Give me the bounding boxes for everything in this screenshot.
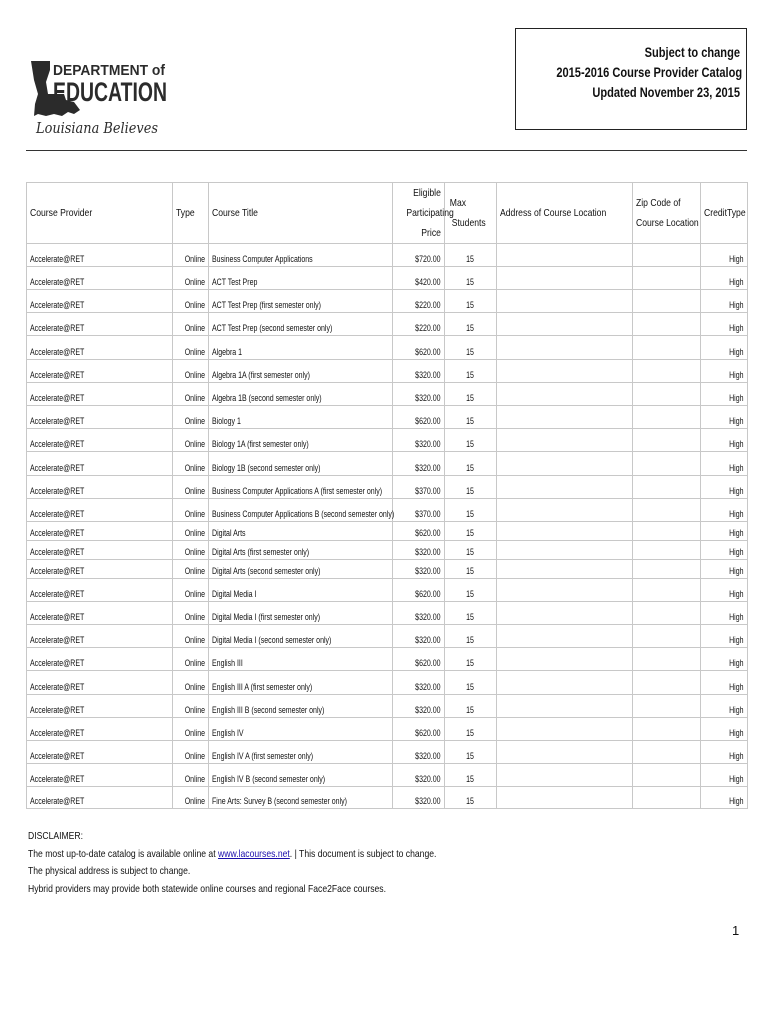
table-row xyxy=(27,452,748,476)
cell-max-students: 15 xyxy=(445,602,497,625)
cell-provider: Accelerate@RET xyxy=(27,741,173,764)
cell-max-students: 15 xyxy=(445,429,497,452)
table-row xyxy=(27,406,748,429)
table-row xyxy=(27,718,748,741)
cell-zip xyxy=(633,648,701,671)
cell-type: Online xyxy=(173,383,209,406)
cell-course-title: Algebra 1B (second semester only) xyxy=(209,383,393,406)
cell-course-title: Business Computer Applications B (second semester only) xyxy=(209,499,393,522)
cell-zip xyxy=(633,429,701,452)
disclaimer-line-3: Hybrid providers may provide both statewide online courses and regional Face2Face courses. xyxy=(28,882,386,895)
cell-provider: Accelerate@RET xyxy=(27,383,173,406)
cell-address xyxy=(497,695,633,718)
cell-max-students: 15 xyxy=(445,522,497,541)
cell-credit-type: High xyxy=(701,764,748,787)
cell-provider: Accelerate@RET xyxy=(27,541,173,560)
cell-address xyxy=(497,718,633,741)
cell-type: Online xyxy=(173,560,209,579)
cell-address xyxy=(497,360,633,383)
cell-max-students: 15 xyxy=(445,476,497,499)
cell-max-students: 15 xyxy=(445,383,497,406)
cell-address xyxy=(497,602,633,625)
table-row xyxy=(27,741,748,764)
cell-address xyxy=(497,336,633,360)
header-credit-type: CreditType xyxy=(701,183,748,244)
cell-price: $320.00 xyxy=(393,560,445,579)
cell-price: $620.00 xyxy=(393,718,445,741)
cell-price: $320.00 xyxy=(393,695,445,718)
notice-catalog-title: 2015-2016 Course Provider Catalog xyxy=(556,65,743,80)
cell-max-students: 15 xyxy=(445,452,497,476)
cell-course-title: English IV A (first semester only) xyxy=(209,741,393,764)
cell-address xyxy=(497,406,633,429)
table-row xyxy=(27,560,748,579)
cell-price: $320.00 xyxy=(393,360,445,383)
cell-provider: Accelerate@RET xyxy=(27,336,173,360)
disclaimer-line-2: The physical address is subject to change. xyxy=(28,865,191,877)
cell-course-title: English IV B (second semester only) xyxy=(209,764,393,787)
cell-provider: Accelerate@RET xyxy=(27,648,173,671)
cell-credit-type: High xyxy=(701,648,748,671)
cell-course-title: Biology 1 xyxy=(209,406,393,429)
table-header-row xyxy=(27,183,748,244)
cell-course-title: Digital Arts (second semester only) xyxy=(209,560,393,579)
cell-type: Online xyxy=(173,671,209,695)
cell-credit-type: High xyxy=(701,718,748,741)
cell-type: Online xyxy=(173,718,209,741)
cell-address xyxy=(497,244,633,267)
cell-max-students: 15 xyxy=(445,499,497,522)
cell-price: $320.00 xyxy=(393,383,445,406)
cell-provider: Accelerate@RET xyxy=(27,476,173,499)
cell-zip xyxy=(633,244,701,267)
cell-provider: Accelerate@RET xyxy=(27,360,173,383)
cell-price: $320.00 xyxy=(393,602,445,625)
cell-zip xyxy=(633,336,701,360)
cell-type: Online xyxy=(173,541,209,560)
cell-credit-type: High xyxy=(701,476,748,499)
cell-credit-type: High xyxy=(701,671,748,695)
cell-course-title: ACT Test Prep (first semester only) xyxy=(209,290,393,313)
cell-price: $320.00 xyxy=(393,787,445,809)
cell-type: Online xyxy=(173,522,209,541)
cell-price: $320.00 xyxy=(393,671,445,695)
cell-max-students: 15 xyxy=(445,695,497,718)
cell-address xyxy=(497,560,633,579)
cell-price: $620.00 xyxy=(393,336,445,360)
cell-price: $420.00 xyxy=(393,267,445,290)
cell-credit-type: High xyxy=(701,383,748,406)
cell-price: $320.00 xyxy=(393,625,445,648)
cell-price: $220.00 xyxy=(393,290,445,313)
cell-address xyxy=(497,267,633,290)
cell-zip xyxy=(633,695,701,718)
cell-course-title: Fine Arts: Survey B (second semester only) xyxy=(209,787,393,809)
cell-provider: Accelerate@RET xyxy=(27,522,173,541)
cell-provider: Accelerate@RET xyxy=(27,499,173,522)
cell-max-students: 15 xyxy=(445,718,497,741)
table-row xyxy=(27,476,748,499)
cell-max-students: 15 xyxy=(445,764,497,787)
header-divider xyxy=(26,150,747,151)
header-zip-code: Zip Code of Course Location xyxy=(633,183,701,244)
cell-max-students: 15 xyxy=(445,290,497,313)
cell-course-title: English III B (second semester only) xyxy=(209,695,393,718)
cell-price: $370.00 xyxy=(393,499,445,522)
cell-provider: Accelerate@RET xyxy=(27,290,173,313)
cell-credit-type: High xyxy=(701,360,748,383)
cell-provider: Accelerate@RET xyxy=(27,787,173,809)
cell-price: $620.00 xyxy=(393,579,445,602)
table-row xyxy=(27,267,748,290)
cell-type: Online xyxy=(173,476,209,499)
cell-address xyxy=(497,429,633,452)
cell-zip xyxy=(633,267,701,290)
course-catalog-table xyxy=(26,182,748,809)
cell-type: Online xyxy=(173,452,209,476)
notice-updated-date: Updated November 23, 2015 xyxy=(592,85,740,100)
cell-price: $320.00 xyxy=(393,452,445,476)
cell-max-students: 15 xyxy=(445,336,497,360)
cell-zip xyxy=(633,360,701,383)
table-row xyxy=(27,336,748,360)
disclaimer-line-1-post: . | This document is subject to change. xyxy=(289,847,437,860)
cell-course-title: Algebra 1 xyxy=(209,336,393,360)
cell-price: $320.00 xyxy=(393,541,445,560)
cell-course-title: Business Computer Applications xyxy=(209,244,393,267)
cell-zip xyxy=(633,406,701,429)
cell-zip xyxy=(633,522,701,541)
cell-provider: Accelerate@RET xyxy=(27,764,173,787)
table-row xyxy=(27,429,748,452)
cell-provider: Accelerate@RET xyxy=(27,671,173,695)
lacourses-link[interactable]: www.lacourses.net xyxy=(218,847,290,860)
cell-price: $620.00 xyxy=(393,648,445,671)
cell-credit-type: High xyxy=(701,244,748,267)
cell-provider: Accelerate@RET xyxy=(27,602,173,625)
cell-price: $320.00 xyxy=(393,764,445,787)
cell-provider: Accelerate@RET xyxy=(27,429,173,452)
cell-provider: Accelerate@RET xyxy=(27,625,173,648)
cell-type: Online xyxy=(173,764,209,787)
cell-address xyxy=(497,764,633,787)
table-row xyxy=(27,244,748,267)
header-address: Address of Course Location xyxy=(497,183,633,244)
cell-credit-type: High xyxy=(701,499,748,522)
cell-type: Online xyxy=(173,244,209,267)
cell-zip xyxy=(633,625,701,648)
cell-zip xyxy=(633,764,701,787)
cell-course-title: Algebra 1A (first semester only) xyxy=(209,360,393,383)
cell-address xyxy=(497,383,633,406)
cell-credit-type: High xyxy=(701,406,748,429)
cell-credit-type: High xyxy=(701,695,748,718)
cell-provider: Accelerate@RET xyxy=(27,695,173,718)
cell-address xyxy=(497,476,633,499)
header-max-students: Max Students xyxy=(445,183,497,244)
header-course-provider: Course Provider xyxy=(27,183,173,244)
header-course-title: Course Title xyxy=(209,183,393,244)
cell-provider: Accelerate@RET xyxy=(27,560,173,579)
table-row xyxy=(27,499,748,522)
cell-credit-type: High xyxy=(701,579,748,602)
cell-zip xyxy=(633,476,701,499)
cell-type: Online xyxy=(173,741,209,764)
cell-provider: Accelerate@RET xyxy=(27,718,173,741)
cell-type: Online xyxy=(173,625,209,648)
louisiana-department-of-education-logo xyxy=(28,56,173,142)
cell-address xyxy=(497,313,633,336)
logo-line2: EDUCATION xyxy=(53,77,167,107)
cell-credit-type: High xyxy=(701,313,748,336)
table-row xyxy=(27,648,748,671)
cell-course-title: ACT Test Prep (second semester only) xyxy=(209,313,393,336)
cell-price: $620.00 xyxy=(393,406,445,429)
table-row xyxy=(27,579,748,602)
table-row xyxy=(27,313,748,336)
table-row xyxy=(27,602,748,625)
cell-max-students: 15 xyxy=(445,360,497,383)
cell-zip xyxy=(633,602,701,625)
table-row xyxy=(27,522,748,541)
cell-credit-type: High xyxy=(701,602,748,625)
cell-type: Online xyxy=(173,499,209,522)
cell-provider: Accelerate@RET xyxy=(27,452,173,476)
cell-price: $720.00 xyxy=(393,244,445,267)
notice-subject-to-change: Subject to change xyxy=(644,45,740,60)
cell-provider: Accelerate@RET xyxy=(27,406,173,429)
cell-credit-type: High xyxy=(701,741,748,764)
cell-max-students: 15 xyxy=(445,267,497,290)
cell-address xyxy=(497,579,633,602)
catalog-notice-box xyxy=(515,28,747,130)
table-row xyxy=(27,383,748,406)
cell-credit-type: High xyxy=(701,267,748,290)
cell-course-title: English IV xyxy=(209,718,393,741)
cell-max-students: 15 xyxy=(445,541,497,560)
cell-max-students: 15 xyxy=(445,625,497,648)
cell-address xyxy=(497,741,633,764)
table-row xyxy=(27,787,748,809)
cell-type: Online xyxy=(173,267,209,290)
cell-max-students: 15 xyxy=(445,406,497,429)
logo-tagline: Louisiana Believes xyxy=(35,119,159,137)
cell-course-title: Digital Media I (first semester only) xyxy=(209,602,393,625)
cell-credit-type: High xyxy=(701,429,748,452)
cell-credit-type: High xyxy=(701,560,748,579)
cell-course-title: ACT Test Prep xyxy=(209,267,393,290)
cell-address xyxy=(497,522,633,541)
cell-provider: Accelerate@RET xyxy=(27,244,173,267)
cell-address xyxy=(497,541,633,560)
cell-provider: Accelerate@RET xyxy=(27,267,173,290)
cell-type: Online xyxy=(173,602,209,625)
disclaimer-line-1 xyxy=(28,846,520,864)
cell-type: Online xyxy=(173,313,209,336)
cell-type: Online xyxy=(173,648,209,671)
header-type: Type xyxy=(173,183,209,244)
cell-type: Online xyxy=(173,336,209,360)
cell-zip xyxy=(633,313,701,336)
cell-max-students: 15 xyxy=(445,671,497,695)
cell-price: $370.00 xyxy=(393,476,445,499)
cell-max-students: 15 xyxy=(445,313,497,336)
cell-credit-type: High xyxy=(701,452,748,476)
cell-address xyxy=(497,787,633,809)
cell-price: $220.00 xyxy=(393,313,445,336)
cell-type: Online xyxy=(173,290,209,313)
table-row xyxy=(27,695,748,718)
cell-credit-type: High xyxy=(701,625,748,648)
cell-course-title: Digital Arts (first semester only) xyxy=(209,541,393,560)
cell-price: $620.00 xyxy=(393,522,445,541)
cell-zip xyxy=(633,560,701,579)
cell-credit-type: High xyxy=(701,336,748,360)
cell-type: Online xyxy=(173,429,209,452)
disclaimer-line-1-pre: The most up-to-date catalog is available online at xyxy=(28,847,219,860)
cell-credit-type: High xyxy=(701,787,748,809)
cell-course-title: Digital Arts xyxy=(209,522,393,541)
cell-type: Online xyxy=(173,787,209,809)
cell-zip xyxy=(633,787,701,809)
disclaimer-heading: DISCLAIMER: xyxy=(28,830,84,842)
cell-zip xyxy=(633,741,701,764)
header-eligible-price: Eligible Participating Price xyxy=(393,183,445,244)
disclaimer xyxy=(28,828,628,898)
cell-max-students: 15 xyxy=(445,648,497,671)
cell-type: Online xyxy=(173,579,209,602)
cell-zip xyxy=(633,452,701,476)
cell-address xyxy=(497,452,633,476)
cell-zip xyxy=(633,290,701,313)
cell-zip xyxy=(633,671,701,695)
cell-course-title: Digital Media I xyxy=(209,579,393,602)
table-row xyxy=(27,764,748,787)
table-row xyxy=(27,290,748,313)
cell-address xyxy=(497,499,633,522)
cell-max-students: 15 xyxy=(445,560,497,579)
cell-course-title: Digital Media I (second semester only) xyxy=(209,625,393,648)
cell-course-title: English III xyxy=(209,648,393,671)
cell-course-title: Biology 1A (first semester only) xyxy=(209,429,393,452)
cell-address xyxy=(497,290,633,313)
cell-zip xyxy=(633,383,701,406)
cell-max-students: 15 xyxy=(445,787,497,809)
cell-course-title: Business Computer Applications A (first semester only) xyxy=(209,476,393,499)
cell-max-students: 15 xyxy=(445,741,497,764)
cell-max-students: 15 xyxy=(445,579,497,602)
page-number: 1 xyxy=(732,923,740,938)
cell-provider: Accelerate@RET xyxy=(27,579,173,602)
table-row xyxy=(27,671,748,695)
cell-address xyxy=(497,648,633,671)
cell-max-students: 15 xyxy=(445,244,497,267)
cell-zip xyxy=(633,541,701,560)
cell-type: Online xyxy=(173,406,209,429)
cell-price: $320.00 xyxy=(393,429,445,452)
table-row xyxy=(27,360,748,383)
cell-credit-type: High xyxy=(701,290,748,313)
cell-course-title: English III A (first semester only) xyxy=(209,671,393,695)
cell-course-title: Biology 1B (second semester only) xyxy=(209,452,393,476)
cell-zip xyxy=(633,499,701,522)
cell-provider: Accelerate@RET xyxy=(27,313,173,336)
cell-zip xyxy=(633,579,701,602)
cell-type: Online xyxy=(173,695,209,718)
cell-zip xyxy=(633,718,701,741)
logo-line1: DEPARTMENT of xyxy=(53,63,166,79)
cell-address xyxy=(497,625,633,648)
cell-type: Online xyxy=(173,360,209,383)
cell-credit-type: High xyxy=(701,522,748,541)
table-row xyxy=(27,541,748,560)
cell-price: $320.00 xyxy=(393,741,445,764)
table-row xyxy=(27,625,748,648)
cell-credit-type: High xyxy=(701,541,748,560)
cell-address xyxy=(497,671,633,695)
